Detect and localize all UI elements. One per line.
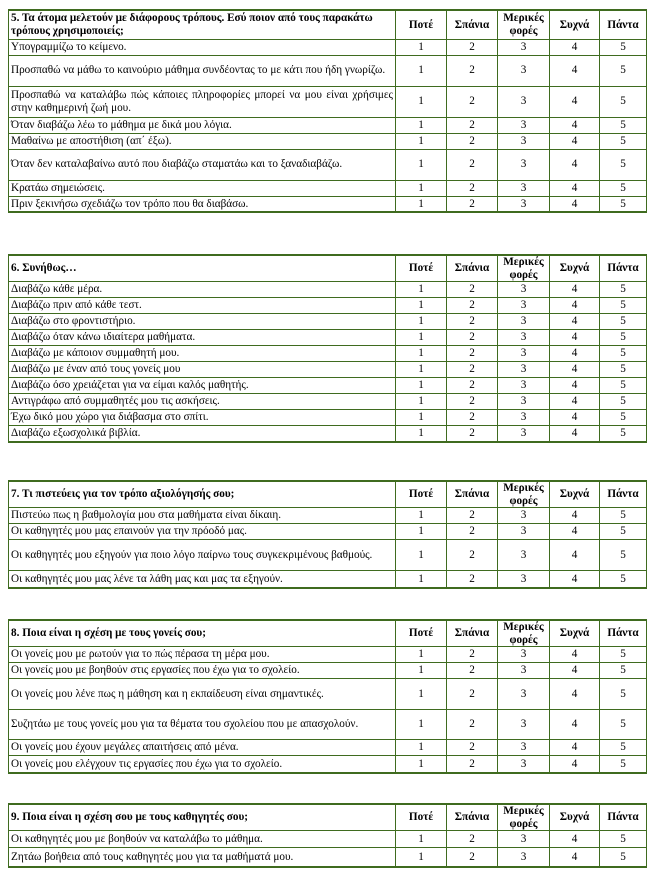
item-text: Διαβάζω με έναν από τους γονείς μου	[9, 362, 396, 378]
option-header: Πάντα	[600, 481, 647, 508]
option-header: Μερικές φορές	[498, 804, 550, 831]
option-header: Ποτέ	[396, 481, 447, 508]
scale-value[interactable]: 5	[600, 86, 647, 117]
scale-value[interactable]: 4	[550, 647, 600, 663]
scale-value[interactable]: 1	[396, 180, 447, 196]
scale-value[interactable]: 3	[498, 314, 550, 330]
scale-value[interactable]: 2	[447, 524, 498, 540]
scale-value[interactable]: 2	[447, 710, 498, 740]
scale-value[interactable]: 1	[396, 740, 447, 756]
question-title: 8. Ποια είναι η σχέση με τους γονείς σου;	[9, 620, 396, 647]
scale-value[interactable]: 4	[550, 362, 600, 378]
survey-section-6	[8, 254, 647, 443]
scale-value[interactable]: 5	[600, 282, 647, 298]
item-text: Αντιγράφω από συμμαθητές μου τις ασκήσεις.	[9, 394, 396, 410]
scale-value[interactable]: 1	[396, 647, 447, 663]
scale-value[interactable]: 5	[600, 149, 647, 180]
option-header: Ποτέ	[396, 10, 447, 39]
item-text: Διαβάζω κάθε μέρα.	[9, 282, 396, 298]
table-row	[9, 710, 647, 740]
item-text: Οι καθηγητές μου μας επαινούν για την πρόοδό μας.	[9, 524, 396, 540]
scale-value[interactable]: 1	[396, 282, 447, 298]
scale-value[interactable]: 2	[447, 848, 498, 867]
item-text: Όταν δεν καταλαβαίνω αυτό που διαβάζω σταματάω και το ξαναδιαβάζω.	[9, 149, 396, 180]
scale-value[interactable]: 4	[550, 282, 600, 298]
scale-value[interactable]: 4	[550, 740, 600, 756]
scale-value[interactable]: 4	[550, 426, 600, 442]
item-text: Συζητάω με τους γονείς μου για τα θέματα του σχολείου που με απασχολούν.	[9, 710, 396, 740]
scale-value[interactable]: 1	[396, 55, 447, 86]
scale-value[interactable]: 3	[498, 196, 550, 212]
question-title: 7. Τι πιστεύεις για τον τρόπο αξιολόγησής σου;	[9, 481, 396, 508]
scale-value[interactable]: 2	[447, 394, 498, 410]
item-text: Οι καθηγητές μου μας λένε τα λάθη μας και μας τα εξηγούν.	[9, 571, 396, 588]
scale-value[interactable]: 5	[600, 133, 647, 149]
scale-value[interactable]: 5	[600, 756, 647, 773]
scale-value[interactable]: 5	[600, 378, 647, 394]
table-row	[9, 330, 647, 346]
scale-value[interactable]: 2	[447, 740, 498, 756]
option-header: Συχνά	[550, 804, 600, 831]
table-row	[9, 524, 647, 540]
option-header: Συχνά	[550, 255, 600, 282]
scale-value[interactable]: 1	[396, 133, 447, 149]
table-row	[9, 426, 647, 442]
table-row	[9, 647, 647, 663]
scale-value[interactable]: 2	[447, 410, 498, 426]
scale-value[interactable]: 3	[498, 540, 550, 571]
scale-value[interactable]: 4	[550, 410, 600, 426]
table-row	[9, 282, 647, 298]
scale-value[interactable]: 5	[600, 524, 647, 540]
item-text: Οι καθηγητές μου με βοηθούν να καταλάβω το μάθημα.	[9, 831, 396, 848]
scale-value[interactable]: 4	[550, 330, 600, 346]
scale-value[interactable]: 3	[498, 133, 550, 149]
item-text: Κρατάω σημειώσεις.	[9, 180, 396, 196]
scale-value[interactable]: 2	[447, 426, 498, 442]
scale-value[interactable]: 1	[396, 679, 447, 710]
option-header: Συχνά	[550, 481, 600, 508]
scale-value[interactable]: 2	[447, 330, 498, 346]
scale-value[interactable]: 2	[447, 663, 498, 679]
table-row	[9, 298, 647, 314]
item-text: Διαβάζω στο φροντιστήριο.	[9, 314, 396, 330]
scale-value[interactable]: 2	[447, 508, 498, 524]
scale-value[interactable]: 4	[550, 540, 600, 571]
scale-value[interactable]: 1	[396, 663, 447, 679]
item-text: Οι γονείς μου με βοηθούν στις εργασίες που έχω για το σχολείο.	[9, 663, 396, 679]
item-text: Ζητάω βοήθεια από τους καθηγητές μου για τα μαθήματά μου.	[9, 848, 396, 867]
scale-value[interactable]: 5	[600, 362, 647, 378]
scale-value[interactable]: 2	[447, 149, 498, 180]
scale-value[interactable]: 3	[498, 740, 550, 756]
item-text: Διαβάζω όσο χρειάζεται για να είμαι καλός μαθητής.	[9, 378, 396, 394]
table-row	[9, 39, 647, 55]
item-text: Διαβάζω όταν κάνω ιδιαίτερα μαθήματα.	[9, 330, 396, 346]
scale-value[interactable]: 2	[447, 86, 498, 117]
scale-value[interactable]: 1	[396, 848, 447, 867]
table-row	[9, 378, 647, 394]
survey-section-7	[8, 480, 647, 589]
table-row	[9, 831, 647, 848]
scale-value[interactable]: 2	[447, 180, 498, 196]
item-text: Διαβάζω πριν από κάθε τεστ.	[9, 298, 396, 314]
scale-value[interactable]: 3	[498, 663, 550, 679]
scale-value[interactable]: 3	[498, 362, 550, 378]
item-text: Διαβάζω εξωσχολικά βιβλία.	[9, 426, 396, 442]
scale-value[interactable]: 4	[550, 394, 600, 410]
scale-value[interactable]: 5	[600, 117, 647, 133]
scale-value[interactable]: 4	[550, 831, 600, 848]
scale-value[interactable]: 5	[600, 508, 647, 524]
option-header: Σπάνια	[447, 10, 498, 39]
scale-value[interactable]: 3	[498, 149, 550, 180]
scale-value[interactable]: 4	[550, 314, 600, 330]
scale-value[interactable]: 5	[600, 848, 647, 867]
scale-value[interactable]: 1	[396, 831, 447, 848]
option-header: Σπάνια	[447, 481, 498, 508]
header-row	[9, 10, 647, 39]
scale-value[interactable]: 5	[600, 831, 647, 848]
scale-value[interactable]: 5	[600, 196, 647, 212]
scale-value[interactable]: 3	[498, 508, 550, 524]
scale-value[interactable]: 1	[396, 196, 447, 212]
header-row	[9, 620, 647, 647]
item-text: Πιστεύω πως η βαθμολογία μου στα μαθήματα είναι δίκαιη.	[9, 508, 396, 524]
scale-value[interactable]: 4	[550, 86, 600, 117]
scale-value[interactable]: 5	[600, 426, 647, 442]
scale-value[interactable]: 5	[600, 346, 647, 362]
option-header: Ποτέ	[396, 804, 447, 831]
scale-value[interactable]: 3	[498, 282, 550, 298]
scale-value[interactable]: 2	[447, 196, 498, 212]
scale-value[interactable]: 2	[447, 756, 498, 773]
scale-value[interactable]: 1	[396, 378, 447, 394]
scale-value[interactable]: 5	[600, 679, 647, 710]
item-text: Μαθαίνω με αποστήθιση (απ΄ έξω).	[9, 133, 396, 149]
table-row	[9, 410, 647, 426]
scale-value[interactable]: 4	[550, 378, 600, 394]
scale-value[interactable]: 4	[550, 55, 600, 86]
scale-value[interactable]: 4	[550, 149, 600, 180]
scale-value[interactable]: 5	[600, 330, 647, 346]
scale-value[interactable]: 1	[396, 86, 447, 117]
scale-value[interactable]: 5	[600, 410, 647, 426]
scale-value[interactable]: 5	[600, 298, 647, 314]
scale-value[interactable]: 3	[498, 180, 550, 196]
scale-value[interactable]: 2	[447, 133, 498, 149]
header-row	[9, 804, 647, 831]
option-header: Σπάνια	[447, 255, 498, 282]
survey-section-5	[8, 9, 647, 213]
option-header: Πάντα	[600, 255, 647, 282]
scale-value[interactable]: 2	[447, 378, 498, 394]
item-text: Οι καθηγητές μου εξηγούν για ποιο λόγο παίρνω τους συγκεκριμένους βαθμούς.	[9, 540, 396, 571]
scale-value[interactable]: 3	[498, 86, 550, 117]
scale-value[interactable]: 1	[396, 710, 447, 740]
scale-value[interactable]: 4	[550, 710, 600, 740]
survey-section-8	[8, 619, 647, 774]
scale-value[interactable]: 3	[498, 571, 550, 588]
table-row	[9, 571, 647, 588]
scale-value[interactable]: 2	[447, 831, 498, 848]
table-row	[9, 848, 647, 867]
option-header: Συχνά	[550, 620, 600, 647]
scale-value[interactable]: 3	[498, 710, 550, 740]
option-header: Μερικές φορές	[498, 10, 550, 39]
scale-value[interactable]: 2	[447, 346, 498, 362]
scale-value[interactable]: 1	[396, 346, 447, 362]
scale-value[interactable]: 5	[600, 647, 647, 663]
scale-value[interactable]: 3	[498, 647, 550, 663]
scale-value[interactable]: 4	[550, 848, 600, 867]
scale-value[interactable]: 1	[396, 571, 447, 588]
table-row	[9, 663, 647, 679]
table-row	[9, 117, 647, 133]
scale-value[interactable]: 4	[550, 663, 600, 679]
scale-value[interactable]: 5	[600, 394, 647, 410]
option-header: Σπάνια	[447, 620, 498, 647]
scale-value[interactable]: 3	[498, 298, 550, 314]
scale-value[interactable]: 3	[498, 378, 550, 394]
table-row	[9, 314, 647, 330]
option-header: Μερικές φορές	[498, 620, 550, 647]
scale-value[interactable]: 2	[447, 39, 498, 55]
scale-value[interactable]: 5	[600, 663, 647, 679]
question-title: 5. Τα άτομα μελετούν με διάφορους τρόπους. Εσύ ποιον από τους παρακάτω τρόπους χρησιμοποιείς;	[9, 10, 396, 39]
scale-value[interactable]: 4	[550, 571, 600, 588]
item-text: Οι γονείς μου λένε πως η μάθηση και η εκπαίδευση είναι σημαντικές.	[9, 679, 396, 710]
scale-value[interactable]: 1	[396, 39, 447, 55]
scale-value[interactable]: 5	[600, 571, 647, 588]
option-header: Ποτέ	[396, 255, 447, 282]
survey-section-9	[8, 803, 647, 868]
scale-value[interactable]: 3	[498, 756, 550, 773]
question-title: 9. Ποια είναι η σχέση σου με τους καθηγητές σου;	[9, 804, 396, 831]
item-text: Πριν ξεκινήσω σχεδιάζω τον τρόπο που θα διαβάσω.	[9, 196, 396, 212]
scale-value[interactable]: 1	[396, 362, 447, 378]
scale-value[interactable]: 4	[550, 756, 600, 773]
scale-value[interactable]: 3	[498, 426, 550, 442]
question-title: 6. Συνήθως…	[9, 255, 396, 282]
scale-value[interactable]: 4	[550, 524, 600, 540]
option-header: Μερικές φορές	[498, 481, 550, 508]
scale-value[interactable]: 3	[498, 117, 550, 133]
scale-value[interactable]: 5	[600, 710, 647, 740]
scale-value[interactable]: 1	[396, 330, 447, 346]
table-row	[9, 508, 647, 524]
scale-value[interactable]: 4	[550, 298, 600, 314]
scale-value[interactable]: 3	[498, 55, 550, 86]
scale-value[interactable]: 3	[498, 39, 550, 55]
scale-value[interactable]: 5	[600, 540, 647, 571]
item-text: Οι γονείς μου έχουν μεγάλες απαιτήσεις από μένα.	[9, 740, 396, 756]
scale-value[interactable]: 5	[600, 55, 647, 86]
scale-value[interactable]: 3	[498, 410, 550, 426]
scale-value[interactable]: 4	[550, 508, 600, 524]
table-row	[9, 133, 647, 149]
scale-value[interactable]: 4	[550, 346, 600, 362]
table-row	[9, 756, 647, 773]
option-header: Συχνά	[550, 10, 600, 39]
scale-value[interactable]: 1	[396, 117, 447, 133]
item-text: Προσπαθώ να μάθω το καινούριο μάθημα συνδέοντας το με κάτι που ήδη γνωρίζω.	[9, 55, 396, 86]
header-row	[9, 481, 647, 508]
table-row	[9, 196, 647, 212]
scale-value[interactable]: 2	[447, 571, 498, 588]
scale-value[interactable]: 1	[396, 394, 447, 410]
scale-value[interactable]: 2	[447, 647, 498, 663]
scale-value[interactable]: 1	[396, 149, 447, 180]
table-row	[9, 55, 647, 86]
scale-value[interactable]: 3	[498, 848, 550, 867]
scale-value[interactable]: 4	[550, 180, 600, 196]
scale-value[interactable]: 2	[447, 679, 498, 710]
item-text: Υπογραμμίζω το κείμενο.	[9, 39, 396, 55]
item-text: Έχω δικό μου χώρο για διάβασμα στο σπίτι.	[9, 410, 396, 426]
option-header: Μερικές φορές	[498, 255, 550, 282]
scale-value[interactable]: 5	[600, 39, 647, 55]
scale-value[interactable]: 2	[447, 540, 498, 571]
option-header: Σπάνια	[447, 804, 498, 831]
scale-value[interactable]: 3	[498, 679, 550, 710]
option-header: Πάντα	[600, 620, 647, 647]
scale-value[interactable]: 1	[396, 410, 447, 426]
scale-value[interactable]: 4	[550, 133, 600, 149]
scale-value[interactable]: 3	[498, 346, 550, 362]
scale-value[interactable]: 2	[447, 282, 498, 298]
scale-value[interactable]: 2	[447, 362, 498, 378]
scale-value[interactable]: 1	[396, 314, 447, 330]
table-row	[9, 86, 647, 117]
scale-value[interactable]: 5	[600, 180, 647, 196]
item-text: Οι γονείς μου με ρωτούν για το πώς πέρασα τη μέρα μου.	[9, 647, 396, 663]
scale-value[interactable]: 3	[498, 394, 550, 410]
option-header: Πάντα	[600, 804, 647, 831]
table-row	[9, 362, 647, 378]
scale-value[interactable]: 3	[498, 831, 550, 848]
table-row	[9, 679, 647, 710]
scale-value[interactable]: 1	[396, 508, 447, 524]
scale-value[interactable]: 3	[498, 524, 550, 540]
option-header: Ποτέ	[396, 620, 447, 647]
scale-value[interactable]: 1	[396, 298, 447, 314]
scale-value[interactable]: 5	[600, 740, 647, 756]
scale-value[interactable]: 3	[498, 330, 550, 346]
item-text: Διαβάζω με κάποιον συμμαθητή μου.	[9, 346, 396, 362]
table-row	[9, 180, 647, 196]
scale-value[interactable]: 4	[550, 117, 600, 133]
scale-value[interactable]: 1	[396, 426, 447, 442]
table-row	[9, 149, 647, 180]
header-row	[9, 255, 647, 282]
scale-value[interactable]: 1	[396, 540, 447, 571]
scale-value[interactable]: 4	[550, 39, 600, 55]
scale-value[interactable]: 2	[447, 55, 498, 86]
table-row	[9, 740, 647, 756]
item-text: Οι γονείς μου ελέγχουν τις εργασίες που έχω για το σχολείο.	[9, 756, 396, 773]
item-text: Προσπαθώ να καταλάβω πώς κάποιες πληροφορίες μπορεί να μου είναι χρήσιμες στην καθημερινή ζωή μου.	[9, 86, 396, 117]
table-row	[9, 540, 647, 571]
scale-value[interactable]: 2	[447, 298, 498, 314]
scale-value[interactable]: 4	[550, 196, 600, 212]
scale-value[interactable]: 1	[396, 756, 447, 773]
table-row	[9, 394, 647, 410]
scale-value[interactable]: 2	[447, 117, 498, 133]
scale-value[interactable]: 1	[396, 524, 447, 540]
scale-value[interactable]: 4	[550, 679, 600, 710]
table-row	[9, 346, 647, 362]
item-text: Όταν διαβάζω λέω το μάθημα με δικά μου λόγια.	[9, 117, 396, 133]
option-header: Πάντα	[600, 10, 647, 39]
scale-value[interactable]: 5	[600, 314, 647, 330]
scale-value[interactable]: 2	[447, 314, 498, 330]
